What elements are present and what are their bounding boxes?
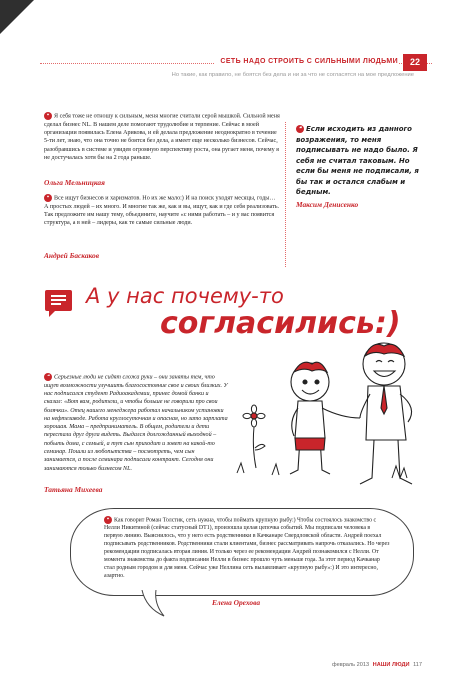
story-text: Серьезные люди не сидят сложа руки – они заняты тем, что ищут возможности улучшить благосостояние свое и своих близких. У нас подписался студент Радиоакадемии, принес домой банки и сказал: «Вот вам, родители, и чтобы больше не говорили про свои болячки». Отец нашего менеджера работал начальником установки на нефтезаводе. Работа круглосуточная и опасная, но зато зарплата хорошая. Мама – предприниматель. В общем, родители и дети перестали друг друга видеть. Выдался долгожданный выходной – побыть дома, с семьей, а тут сын приходит и зовет на какой-то семинар. Пошли из любопытства – посмотреть, чем сын занимается, а после семинара подписали контракт. Сегодня они занимаются только бизнесом NL. <box>44 374 228 472</box>
speech-bubble-icon: ❝ <box>44 194 52 202</box>
footer-page: 117 <box>413 662 422 668</box>
quote-3-text: Если исходить из данного возражения, то меня подписывать не надо было. Я себя не считал таковым. Но если бы меня не подписали, я бы так и остался слабым и бедным. <box>296 125 419 196</box>
quote-3-author: Максим Денисенко <box>296 200 359 209</box>
quote-1-text: Я себя тоже не отношу к сильным, меня многие считали серой мышкой. Сильной меня сделал бизнес NL. В нашем деле помогают трудолюбие и терпение. Сейчас в моей организации появилась Елена Арикова, и ей делала предложение неоднократно в течение 5-ти лет, знаю, что она точно не боятся без дела, а имеет еще несколько бизнесов. Сейчас, разобравшись в системе и увидев огромную перспективу роста, она ругает меня, почему я не достучалась хотя бы на 2 года раньше. <box>44 113 280 161</box>
footer-magazine: НАШИ ЛЮДИ <box>372 662 410 668</box>
quote-1-author: Ольга Мельницкая <box>44 178 105 187</box>
story-author: Татьяна Михеева <box>44 485 103 494</box>
story <box>44 373 228 473</box>
speech-bubble-icon: ❝ <box>296 125 304 133</box>
speech-bubble-icon: ❝ <box>104 516 112 524</box>
page-number-badge: 22 <box>403 54 427 71</box>
speech-bubble-tail <box>138 590 168 618</box>
quote-2-text: Все ищут бизнесов и харизматов. Но их же мало:) И на поиск уходят месяцы, годы… А простых людей – их много. И многие так же, как и вы, ищут, как и где себя реализовать. Так предложите им нашу тему, объедините, научите «с ними работать – и у вас появится структура, а в ней – лидеры, как те самые сильные люди. <box>44 195 280 227</box>
header-title: СЕТЬ НАДО СТРОИТЬ С СИЛЬНЫМИ ЛЮДЬМИ <box>214 58 398 65</box>
quote-2 <box>44 194 280 228</box>
bubble-quote <box>104 516 390 580</box>
quote-2-author: Андрей Баскаков <box>44 251 100 260</box>
bubble-text: Как говорит Роман Толстик, сеть нужна, чтобы поймать крупную рыбу:) Чтобы состоялось знакомство с Нелли Никитиной (сейчас статусный DT1), произошла целая цепочка событий. Мы подписали человека в первую линию. Выяснилось, что у него есть родственники в Качканаре Свердловской области. Андрей поехал подписывать родственников. Родственники стали клиентами, бизнес рассматривать напрочь отказались. Но через рекомендации подписалась вторая линия. И только через ее рекомендации Андрей познакомился с Нелли. От момента знакомства до факта подписания Нелли в бизнес прошло чуть меньше года. За этот период Качканар стал родным городом и для меня. Сейчас уже Неллина сеть вылавливает «крупную рыбу»:) И это интересно, азартно. <box>104 517 390 580</box>
bubble-author: Елена Орехова <box>212 598 261 607</box>
flower-icon <box>243 405 265 468</box>
small-boy <box>290 362 360 474</box>
header-subtitle: Но такие, как правило, не боятся без дела и ни за что не согласятся на мое предложение <box>171 72 414 78</box>
quote-3 <box>296 124 422 198</box>
tall-boy <box>360 343 412 484</box>
page-footer <box>332 662 422 668</box>
speech-bubble-icon <box>45 290 72 311</box>
column-divider <box>285 122 286 267</box>
two-cartoon-boys-illustration <box>232 338 428 508</box>
section-title-line2: согласились:) <box>160 306 401 341</box>
quote-1 <box>44 112 280 162</box>
speech-bubble-icon: ❝ <box>44 112 52 120</box>
footer-date: февраль 2013 <box>332 662 370 668</box>
speech-bubble-icon: ❝ <box>44 373 52 381</box>
corner-fold <box>0 0 34 34</box>
section-title-line1: А у нас почему-то <box>86 284 284 308</box>
